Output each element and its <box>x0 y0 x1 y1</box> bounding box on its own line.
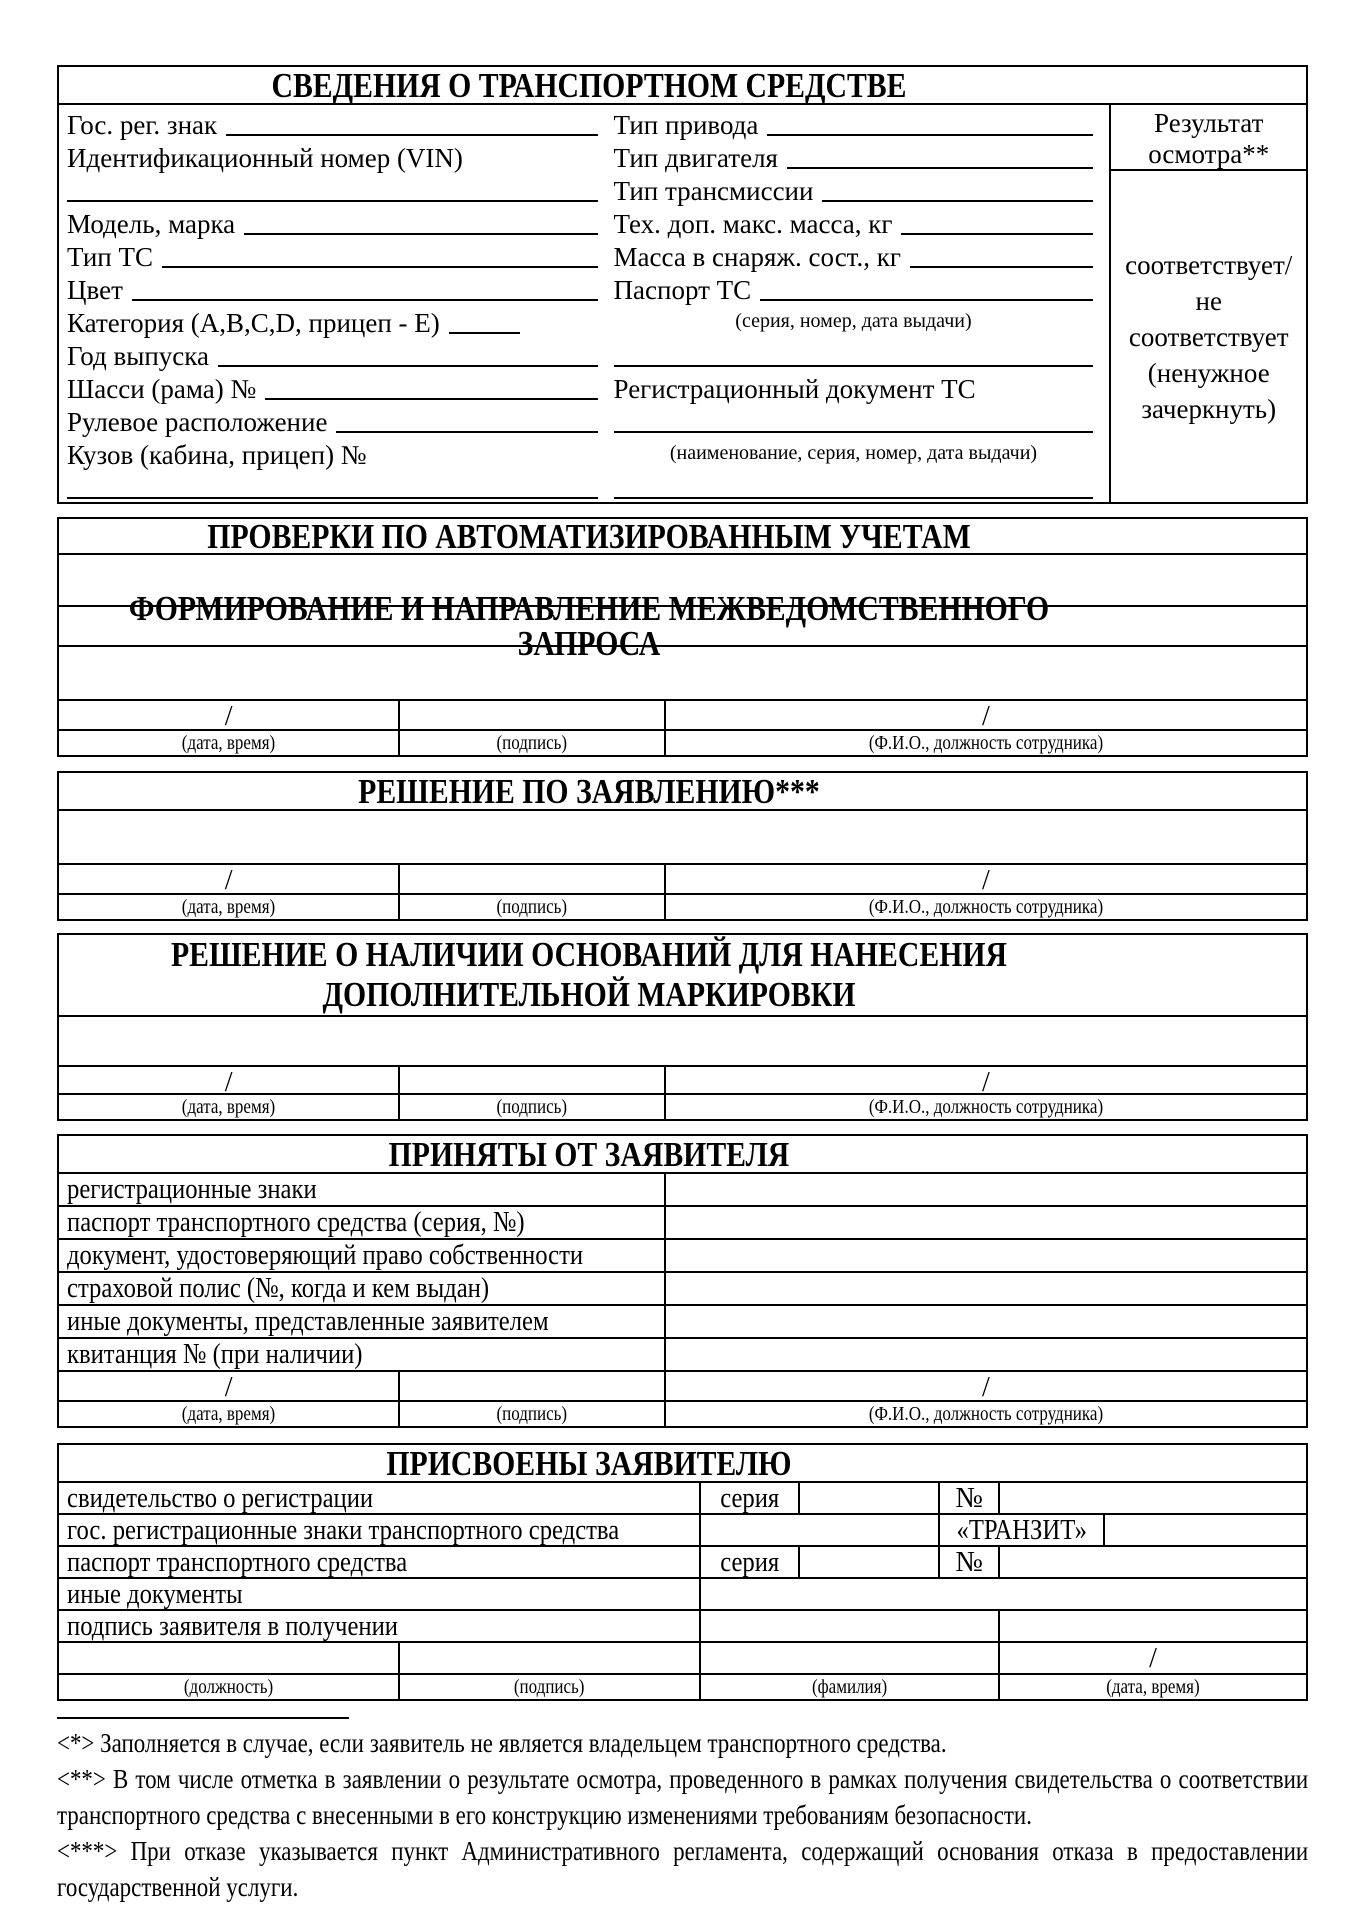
label-date-time: (дата, время) <box>181 1403 276 1425</box>
date-slash-cell[interactable]: / <box>998 1643 1306 1673</box>
field-label-rulevoe: Рулевое расположение <box>67 407 328 437</box>
field-row <box>614 305 1094 338</box>
footnote-3: <***> При отказе указывается пункт Административного регламента, содержащий основания отказа в предоставлении государственной услуги. <box>57 1836 1309 1902</box>
label-signature: (подпись) <box>398 1675 699 1699</box>
label-signature: (подпись) <box>398 1402 664 1426</box>
received-row-label: страховой полис (№, когда и кем выдан) <box>67 1272 490 1304</box>
fill-line[interactable] <box>67 200 598 202</box>
received-row-label: иные документы, представленные заявителем <box>67 1305 549 1337</box>
fill-line[interactable] <box>767 134 1093 136</box>
received-row-value[interactable] <box>664 1339 1306 1370</box>
inspection-result-column <box>1111 105 1306 502</box>
fill-line[interactable] <box>162 266 598 268</box>
assigned-row-label: паспорт транспортного средства <box>67 1545 408 1578</box>
fio-slash-cell[interactable]: / <box>664 1067 1306 1093</box>
seria-label: серия <box>699 1483 799 1513</box>
received-row <box>59 1304 1306 1337</box>
fill-line[interactable] <box>910 266 1094 268</box>
signature-cell[interactable] <box>398 865 664 893</box>
fill-line[interactable] <box>226 134 597 136</box>
received-row-label: паспорт транспортного средства (серия, №) <box>67 1206 525 1238</box>
section-title-row <box>59 589 1306 663</box>
signature-labels-row <box>59 893 1306 919</box>
assigned-row <box>59 1609 1306 1641</box>
assigned-row <box>59 1513 1306 1545</box>
field-row <box>67 206 598 239</box>
signature-slash-cell[interactable]: / <box>224 865 233 896</box>
field-row <box>67 404 598 437</box>
fill-line[interactable] <box>822 200 1093 202</box>
field-label-god-vypuska: Год выпуска <box>67 341 209 371</box>
field-row <box>67 371 598 404</box>
label-fio: (Ф.И.О., должность сотрудника) <box>664 895 1306 919</box>
fill-line[interactable] <box>449 332 520 334</box>
label-signature: (подпись) <box>398 731 664 755</box>
label-signature: (подпись) <box>398 895 664 919</box>
application-decision-table <box>57 771 1308 921</box>
signature-cell[interactable] <box>398 1643 699 1673</box>
field-label-massa-snaryazh: Масса в снаряж. сост., кг <box>613 242 901 272</box>
field-label-kategoriya: Категория (A,B,C,D, прицеп - E) <box>67 308 440 338</box>
assigned-row-label: свидетельство о регистрации <box>67 1481 374 1514</box>
field-row <box>67 173 598 206</box>
entry-area[interactable] <box>59 1015 1306 1065</box>
section-title-row <box>59 1445 1306 1481</box>
inspection-result-header: Результат осмотра** <box>1111 105 1306 171</box>
label-fio: (Ф.И.О., должность сотрудника) <box>664 1402 1306 1426</box>
received-from-applicant-title: ПРИНЯТЫ ОТ ЗАЯВИТЕЛЯ <box>388 1134 790 1174</box>
fill-line[interactable] <box>218 365 598 367</box>
signature-slash-cell[interactable]: / <box>224 1372 233 1403</box>
label-position: (должность) <box>183 1676 274 1698</box>
seria-value-cell[interactable] <box>798 1483 938 1513</box>
label-signature: (подпись) <box>398 1095 664 1119</box>
signature-labels-row <box>59 1400 1306 1426</box>
field-row <box>614 173 1094 206</box>
passport-serial-hint: (серия, номер, дата выдачи) <box>735 310 972 332</box>
signature-row <box>59 1370 1306 1403</box>
signature-row <box>59 1065 1306 1098</box>
field-label-tip-ts: Тип ТС <box>67 242 153 272</box>
field-row <box>614 371 1094 404</box>
field-label-reg-document: Регистрационный документ ТС <box>613 374 976 404</box>
field-label-kuzov: Кузов (кабина, прицеп) № <box>67 440 367 470</box>
fill-line[interactable] <box>614 431 1094 433</box>
field-row <box>614 140 1094 173</box>
received-row-label: квитанция № (при наличии) <box>67 1338 363 1370</box>
vehicle-fields-area <box>59 105 1111 502</box>
field-row <box>67 437 598 470</box>
received-row-value[interactable] <box>664 1306 1306 1337</box>
section-title-row <box>59 773 1306 809</box>
fill-line[interactable] <box>67 497 598 499</box>
label-surname: (фамилия) <box>699 1675 998 1699</box>
footnote-1: <*> Заполняется в случае, если заявитель не является владельцем транспортного средства. <box>57 1728 947 1758</box>
number-value-cell[interactable] <box>998 1483 1306 1513</box>
field-label-tip-transmissii: Тип трансмиссии <box>613 176 814 206</box>
assigned-row <box>59 1545 1306 1577</box>
application-decision-title: РЕШЕНИЕ ПО ЗАЯВЛЕНИЮ*** <box>358 771 820 811</box>
automated-checks-table <box>57 517 1308 757</box>
field-row <box>614 107 1094 140</box>
fill-line[interactable] <box>760 299 1093 301</box>
signature-cell[interactable] <box>398 1067 664 1093</box>
transit-value-cell[interactable] <box>1103 1515 1306 1545</box>
additional-marking-table <box>57 933 1308 1121</box>
field-row <box>614 272 1094 305</box>
automated-checks-title: ПРОВЕРКИ ПО АВТОМАТИЗИРОВАННЫМ УЧЕТАМ <box>207 516 971 556</box>
signature-labels-row <box>59 1673 1306 1699</box>
signature-cell[interactable] <box>398 1372 664 1400</box>
received-row-label: регистрационные знаки <box>67 1173 317 1205</box>
received-row-value[interactable] <box>664 1273 1306 1304</box>
received-from-applicant-table <box>57 1134 1308 1428</box>
label-fio: (Ф.И.О., должность сотрудника) <box>664 731 1306 755</box>
label-date-time: (дата, время) <box>181 1096 276 1118</box>
section-title-row <box>59 935 1306 1015</box>
number-value-cell[interactable] <box>998 1547 1306 1577</box>
assigned-row-label: иные документы <box>67 1577 243 1610</box>
fill-line[interactable] <box>336 431 597 433</box>
signature-row <box>59 1641 1306 1673</box>
field-label-teh-dop-massa: Тех. доп. макс. масса, кг <box>613 209 893 239</box>
other-docs-value-cell[interactable] <box>699 1579 1306 1609</box>
number-label: № <box>938 1483 998 1513</box>
plates-value-cell[interactable] <box>699 1515 938 1545</box>
label-fio: (Ф.И.О., должность сотрудника) <box>664 1095 1306 1119</box>
fio-slash-cell[interactable]: / <box>664 701 1306 729</box>
field-label-tsvet: Цвет <box>67 275 123 305</box>
signature-row <box>59 699 1306 732</box>
field-label-tip-dvigatelya: Тип двигателя <box>613 143 778 173</box>
fill-line[interactable] <box>132 299 598 301</box>
seria-value-cell[interactable] <box>798 1547 938 1577</box>
signature-cell[interactable] <box>398 701 664 729</box>
field-label-pasport-ts: Паспорт ТС <box>613 275 752 305</box>
field-row <box>67 272 598 305</box>
label-date-time: (дата, время) <box>181 896 276 918</box>
assigned-to-applicant-title: ПРИСВОЕНЫ ЗАЯВИТЕЛЮ <box>386 1443 792 1483</box>
number-label: № <box>938 1547 998 1577</box>
received-row <box>59 1337 1306 1370</box>
received-row <box>59 1271 1306 1304</box>
field-row <box>614 404 1094 437</box>
reg-document-hint: (наименование, серия, номер, дата выдачи) <box>669 442 1038 464</box>
vehicle-info-table <box>57 65 1308 504</box>
assigned-row-label: гос. регистрационные знаки транспортного средства <box>67 1513 620 1546</box>
signature-row <box>59 863 1306 896</box>
fio-slash-cell[interactable]: / <box>664 865 1306 893</box>
label-date-time: (дата, время) <box>998 1675 1306 1699</box>
field-row <box>67 239 598 272</box>
transit-label: «ТРАНЗИТ» <box>938 1515 1103 1545</box>
field-row <box>67 305 598 338</box>
footnotes <box>57 1725 1308 1905</box>
surname-cell[interactable] <box>699 1643 998 1673</box>
received-row <box>59 1238 1306 1271</box>
additional-marking-title: РЕШЕНИЕ О НАЛИЧИИ ОСНОВАНИЙ ДЛЯ НАНЕСЕНИЯ ДОПОЛНИТЕЛЬНОЙ МАРКИРОВКИ <box>170 935 1007 1014</box>
field-label-gos-reg-znak: Гос. рег. знак <box>67 110 218 140</box>
received-row <box>59 1205 1306 1238</box>
footnote-separator <box>57 1717 349 1719</box>
vehicle-info-title: СВЕДЕНИЯ О ТРАНСПОРТНОМ СРЕДСТВЕ <box>271 65 907 105</box>
assigned-row <box>59 1481 1306 1513</box>
form-page <box>57 65 1308 1905</box>
signature-labels-row <box>59 1093 1306 1119</box>
signature-slash-cell[interactable]: / <box>224 1067 233 1098</box>
field-row <box>67 107 598 140</box>
fill-line[interactable] <box>787 167 1093 169</box>
vehicle-info-title-row <box>59 67 1306 105</box>
field-row <box>67 470 598 503</box>
assigned-row-label: подпись заявителя в получении <box>67 1609 398 1642</box>
seria-label: серия <box>699 1547 799 1577</box>
received-row <box>59 1172 1306 1205</box>
field-label-vin: Идентификационный номер (VIN) <box>67 143 463 173</box>
receipt-date-cell[interactable] <box>998 1611 1306 1641</box>
fill-line[interactable] <box>614 365 1094 367</box>
vehicle-fields-middle-column <box>612 105 1110 502</box>
inspection-result-options: соответствует/ не соответствует (ненужное зачеркнуть) <box>1125 249 1293 424</box>
signature-labels-row <box>59 729 1306 755</box>
field-label-model-marka: Модель, марка <box>67 209 236 239</box>
field-label-shassi: Шасси (рама) № <box>67 374 257 404</box>
field-label-tip-privoda: Тип привода <box>613 110 759 140</box>
field-row <box>614 239 1094 272</box>
field-row <box>614 470 1094 503</box>
received-row-value[interactable] <box>664 1240 1306 1271</box>
position-cell[interactable] <box>59 1643 398 1673</box>
received-row-label: документ, удостоверяющий право собственности <box>67 1239 584 1271</box>
label-date-time: (дата, время) <box>181 732 276 754</box>
field-row <box>67 140 598 173</box>
assigned-row <box>59 1577 1306 1609</box>
fio-slash-cell[interactable]: / <box>664 1372 1306 1400</box>
section-title-row <box>59 1136 1306 1172</box>
received-row-value[interactable] <box>664 1174 1306 1205</box>
fill-line[interactable] <box>244 233 597 235</box>
field-row <box>614 338 1094 371</box>
footnote-2: <**> В том числе отметка в заявлении о результате осмотра, проведенного в рамках получения свидетельства о соответствии транспортного средства с внесенными в его конструкцию изменениями требованиям безопасности. <box>57 1764 1309 1830</box>
field-row <box>614 206 1094 239</box>
entry-area[interactable] <box>59 809 1306 863</box>
interagency-request-title: ФОРМИРОВАНИЕ И НАПРАВЛЕНИЕ МЕЖВЕДОМСТВЕННОГО ЗАПРОСА <box>128 589 1050 663</box>
section-title-row <box>59 516 1306 556</box>
received-row-value[interactable] <box>664 1207 1306 1238</box>
field-row <box>614 437 1094 470</box>
vehicle-fields-left-column <box>59 105 612 502</box>
assigned-to-applicant-table <box>57 1443 1308 1701</box>
field-row <box>67 338 598 371</box>
fill-line[interactable] <box>614 497 1094 499</box>
receipt-signature-cell[interactable] <box>699 1611 998 1641</box>
fill-line[interactable] <box>901 233 1093 235</box>
signature-slash-cell[interactable]: / <box>224 701 233 732</box>
fill-line[interactable] <box>265 398 597 400</box>
